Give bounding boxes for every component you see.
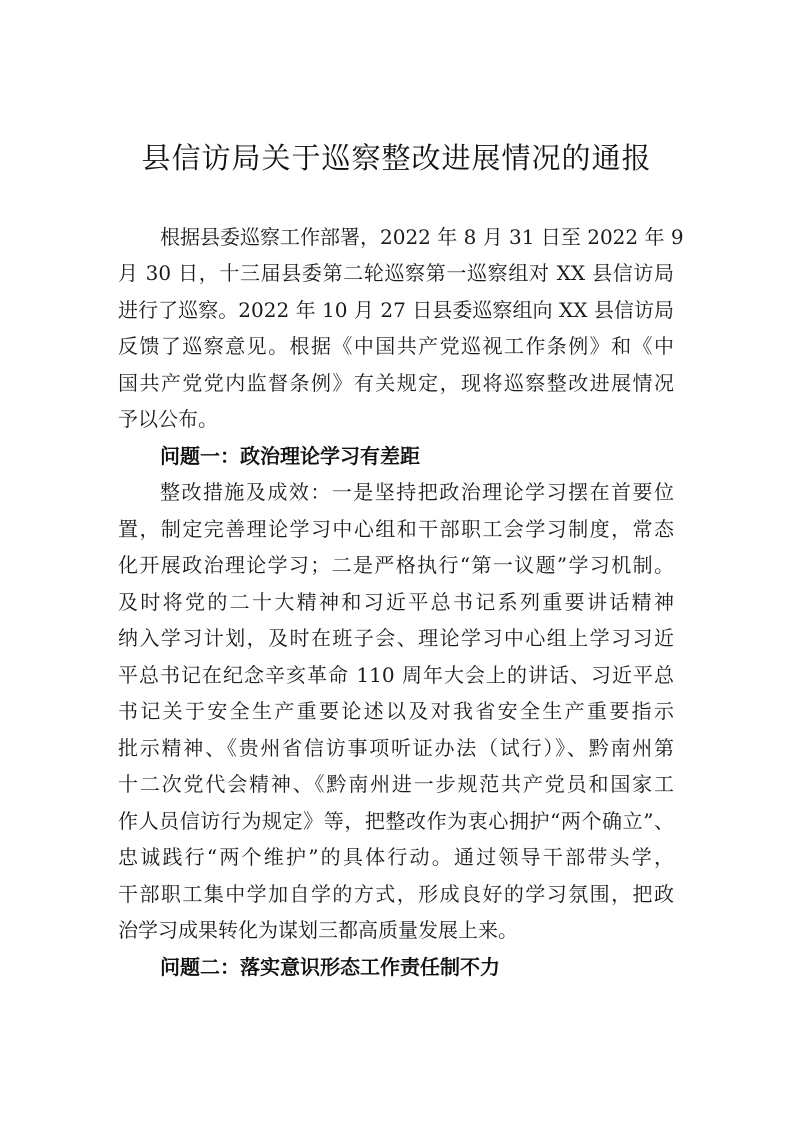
issue-1-line: 书记关于安全生产重要论述以及对我省安全生产重要指示 xyxy=(118,699,674,723)
intro-line: 进行了巡察。2022 年 10 月 27 日县委巡察组向 XX 县信访局 xyxy=(118,298,674,322)
issue-1-line: 平总书记在纪念辛亥革命 110 周年大会上的讲话、习近平总 xyxy=(118,663,674,687)
issue-1-line: 治学习成果转化为谋划三都高质量发展上来。 xyxy=(118,918,518,942)
issue-1-line: 十二次党代会精神、《黔南州进一步规范共产党员和国家工 xyxy=(118,772,674,796)
issue-1-line: 忠诚践行“两个维护”的具体行动。通过领导干部带头学， xyxy=(118,845,674,869)
intro-line: 反馈了巡察意见。根据《中国共产党巡视工作条例》和《中 xyxy=(118,334,674,358)
issue-1-line: 置，制定完善理论学习中心组和干部职工会学习制度，常态 xyxy=(118,517,674,541)
intro-line: 予以公布。 xyxy=(118,407,218,431)
issue-1-line: 批示精神、《贵州省信访事项听证办法（试行）》、黔南州第 xyxy=(118,736,674,760)
issue-1-line: 干部职工集中学加自学的方式，形成良好的学习氛围，把政 xyxy=(118,882,674,906)
issue-2-heading: 问题二：落实意识形态工作责任制不力 xyxy=(160,955,500,979)
intro-line: 国共产党党内监督条例》有关规定，现将巡察整改进展情况 xyxy=(118,371,674,395)
issue-1-line: 整改措施及成效：一是坚持把政治理论学习摆在首要位 xyxy=(160,480,674,504)
issue-1-line: 作人员信访行为规定》等，把整改作为衷心拥护“两个确立”、 xyxy=(118,809,674,833)
intro-line: 根据县委巡察工作部署，2022 年 8 月 31 日至 2022 年 9 xyxy=(160,225,684,249)
issue-1-line: 化开展政治理论学习；二是严格执行“第一议题”学习机制。 xyxy=(118,553,674,577)
issue-1-line: 纳入学习计划，及时在班子会、理论学习中心组上学习习近 xyxy=(118,626,674,650)
issue-1-line: 及时将党的二十大精神和习近平总书记系列重要讲话精神 xyxy=(118,590,674,614)
document-title: 县信访局关于巡察整改进展情况的通报 xyxy=(141,141,652,175)
issue-1-heading: 问题一：政治理论学习有差距 xyxy=(160,444,420,468)
intro-line: 月 30 日，十三届县委第二轮巡察第一巡察组对 XX 县信访局 xyxy=(118,261,674,285)
